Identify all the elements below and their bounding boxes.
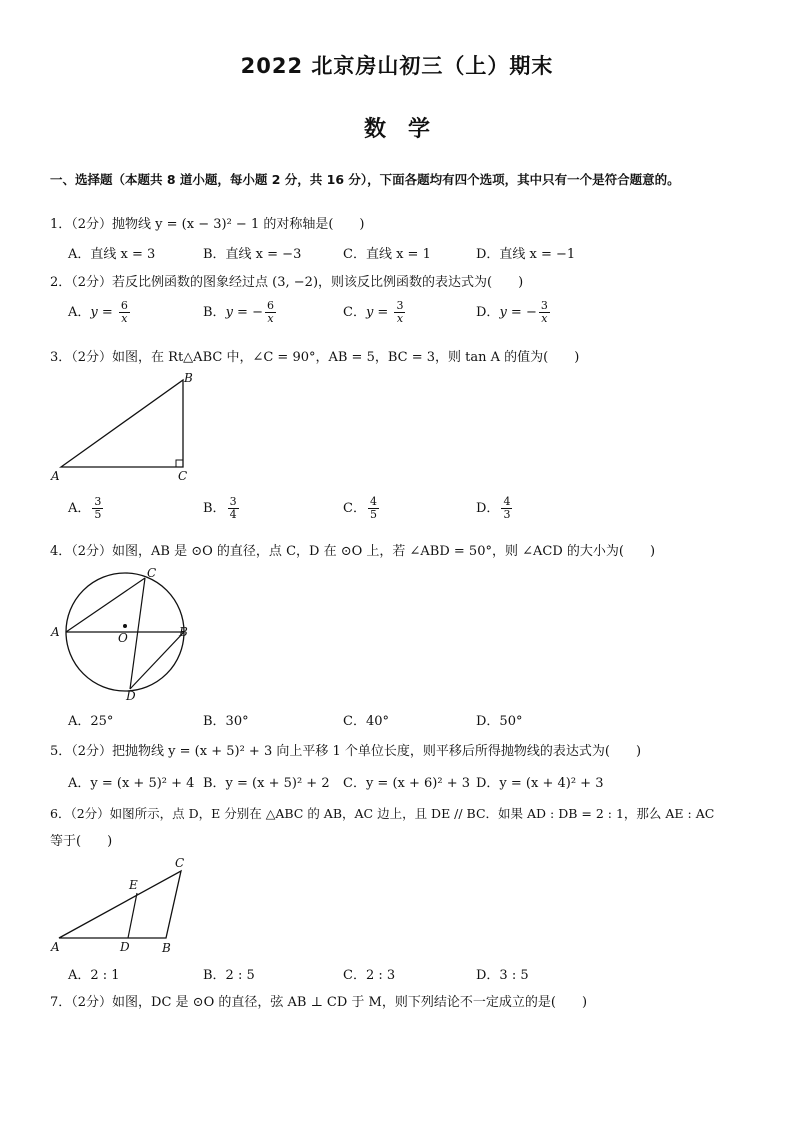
q1-option-a[interactable]: A．直线 x = 3 bbox=[68, 247, 156, 262]
label-o: O bbox=[118, 631, 128, 645]
subject-title: 数 学 bbox=[363, 117, 430, 142]
q3-triangle-figure bbox=[45, 370, 205, 485]
label-b: B bbox=[184, 371, 193, 385]
q3-option-d[interactable]: D． $\frac{4}{3}$ bbox=[476, 495, 511, 521]
q2-option-a[interactable]: A．y = $\frac{6}{x}$ bbox=[68, 299, 128, 325]
q5-option-c[interactable]: C．y = (x + 6)² + 3 bbox=[343, 776, 470, 791]
q3-option-b[interactable]: B． $\frac{3}{4}$ bbox=[203, 495, 237, 521]
q6-option-b[interactable]: B．2 : 5 bbox=[203, 968, 255, 983]
section-heading: 一、选择题（本题共 8 道小题，每小题 2 分，共 16 分），下面各题均有四个选项，其中只有一个是符合题意的。 bbox=[50, 172, 680, 187]
label-c: C bbox=[178, 469, 188, 483]
q4-option-d[interactable]: D．50° bbox=[476, 714, 523, 729]
question-2: 2．（2分）若反比例函数的图象经过点 (3, −2)，则该反比例函数的表达式为( ) bbox=[50, 275, 524, 290]
q4-circle-figure bbox=[45, 563, 205, 705]
label-e: E bbox=[129, 878, 138, 892]
label-d: D bbox=[120, 940, 130, 954]
label-b: B bbox=[179, 625, 188, 639]
q6-option-c[interactable]: C．2 : 3 bbox=[343, 968, 396, 983]
right-angle-mark bbox=[176, 460, 183, 467]
q6-triangle-figure bbox=[45, 853, 205, 958]
label-a: A bbox=[51, 625, 60, 639]
triangle-abc bbox=[59, 871, 181, 938]
question-1: 1．（2分）抛物线 y = (x − 3)² − 1 的对称轴是( ) bbox=[50, 217, 365, 232]
question-7: 7．（2分）如图，DC 是 ⊙O 的直径，弦 AB ⊥ CD 于 M，则下列结论不一定成立的是( ) bbox=[50, 995, 588, 1010]
question-4: 4．（2分）如图，AB 是 ⊙O 的直径，点 C，D 在 ⊙O 上，若 ∠ABD = 50°，则 ∠ACD 的大小为( ) bbox=[50, 544, 656, 559]
q2-option-d[interactable]: D．y = − $\frac{3}{x}$ bbox=[476, 299, 548, 325]
q2-option-c[interactable]: C．y = $\frac{3}{x}$ bbox=[343, 299, 404, 325]
q3-option-a[interactable]: A． $\frac{3}{5}$ bbox=[68, 495, 102, 521]
chord-cd bbox=[130, 578, 145, 689]
center-point bbox=[123, 624, 127, 628]
q2-option-b[interactable]: B．y = − $\frac{6}{x}$ bbox=[203, 299, 274, 325]
question-6: 6．（2分）如图所示，点 D，E 分别在 △ABC 的 AB，AC 边上，且 DE // BC．如果 AD : DB = 2 : 1，那么 AE : AC bbox=[50, 806, 715, 821]
q5-option-a[interactable]: A．y = (x + 5)² + 4 bbox=[68, 776, 195, 791]
q5-option-b[interactable]: B．y = (x + 5)² + 2 bbox=[203, 776, 330, 791]
label-b: B bbox=[162, 941, 171, 955]
q6-option-d[interactable]: D．3 : 5 bbox=[476, 968, 529, 983]
label-c: C bbox=[175, 856, 185, 870]
label-c: C bbox=[147, 566, 157, 580]
q3-option-c[interactable]: C． $\frac{4}{5}$ bbox=[343, 495, 377, 521]
label-a: A bbox=[51, 940, 60, 954]
chord-ac bbox=[66, 578, 145, 632]
q4-option-c[interactable]: C．40° bbox=[343, 714, 389, 729]
question-6-continued: 等于( ) bbox=[50, 834, 113, 849]
q4-option-a[interactable]: A．25° bbox=[68, 714, 114, 729]
label-d: D bbox=[126, 689, 136, 703]
triangle-abc bbox=[61, 380, 183, 467]
q1-option-d[interactable]: D．直线 x = −1 bbox=[476, 247, 576, 262]
q1-option-b[interactable]: B．直线 x = −3 bbox=[203, 247, 302, 262]
label-a: A bbox=[51, 469, 60, 483]
question-5: 5．（2分）把抛物线 y = (x + 5)² + 3 向上平移 1 个单位长度，则平移后所得抛物线的表达式为( ) bbox=[50, 744, 642, 759]
q4-option-b[interactable]: B．30° bbox=[203, 714, 249, 729]
question-3: 3．（2分）如图，在 Rt△ABC 中，∠C = 90°，AB = 5，BC = 3，则 tan A 的值为( ) bbox=[50, 350, 580, 365]
q5-option-d[interactable]: D．y = (x + 4)² + 3 bbox=[476, 776, 604, 791]
page-title: 2022 北京房山初三（上）期末 bbox=[240, 54, 554, 78]
q1-option-c[interactable]: C．直线 x = 1 bbox=[343, 247, 431, 262]
q6-option-a[interactable]: A．2 : 1 bbox=[68, 968, 120, 983]
chord-db bbox=[130, 632, 184, 689]
